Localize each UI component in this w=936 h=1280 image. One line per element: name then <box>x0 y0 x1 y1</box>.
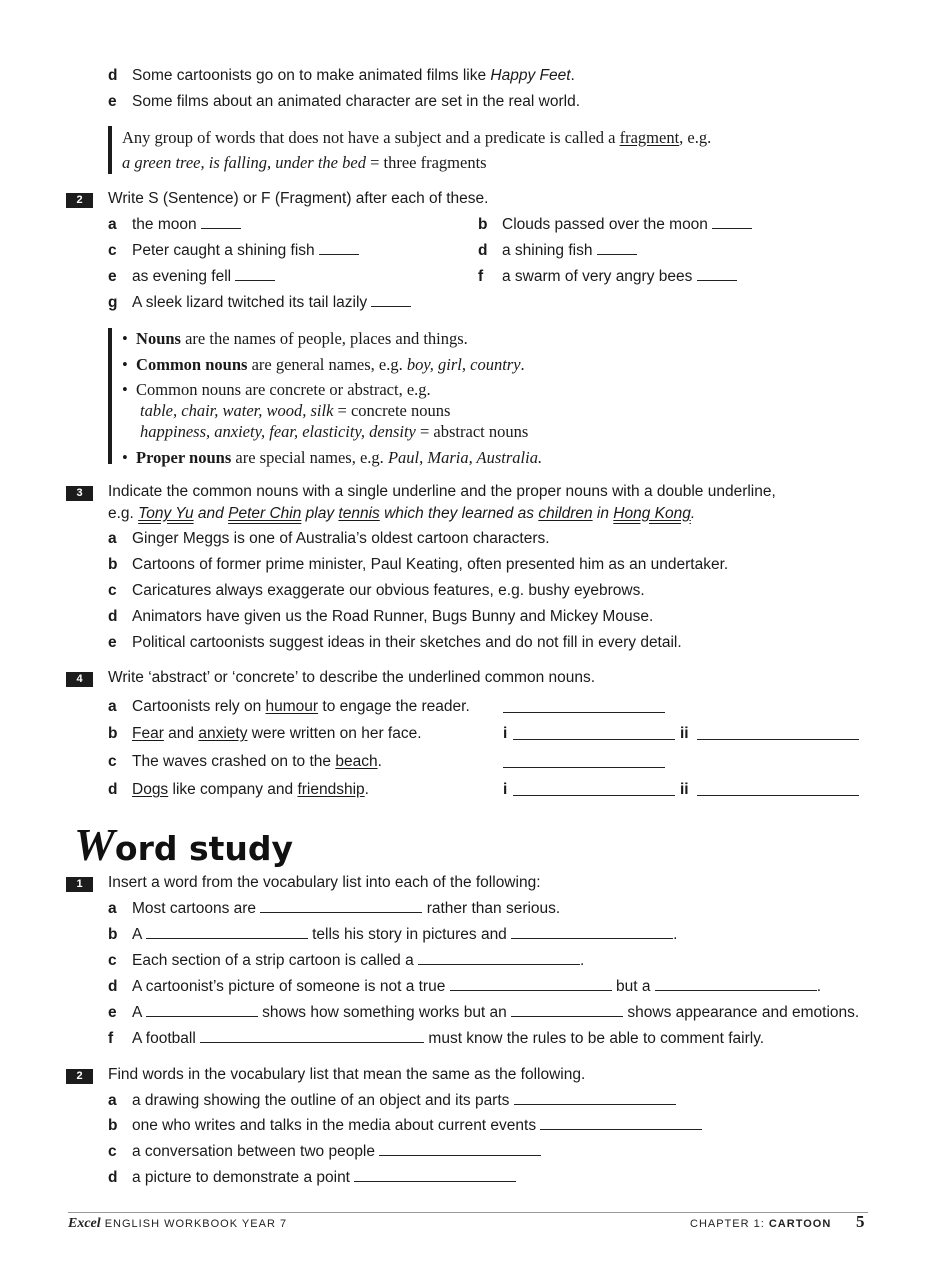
exercise-number-badge: 4 <box>66 672 93 687</box>
ex2-item-a: a the moon <box>108 216 241 234</box>
answer-blank[interactable] <box>260 900 422 913</box>
noun-rules-bar <box>108 328 112 464</box>
answer-blank[interactable] <box>235 268 275 281</box>
footer-rule <box>68 1212 868 1213</box>
answer-blank-ii[interactable] <box>697 783 859 796</box>
ex4-item-c: c The waves crashed on to the beach. <box>108 753 382 770</box>
answer-blank[interactable] <box>511 926 673 939</box>
exercise-3-example: e.g. Tony Yu and Peter Chin play tennis which they learned as children in Hong Kong. <box>108 505 696 522</box>
exercise-4-instruction: Write ‘abstract’ or ‘concrete’ to describe the underlined common nouns. <box>108 669 596 686</box>
bullet: • <box>122 355 137 374</box>
fragment-rule-line1: Any group of words that does not have a subject and a predicate is called a fragment, e.g. <box>122 128 712 147</box>
roman-ii-label: ii <box>680 781 689 798</box>
answer-blank[interactable] <box>503 755 665 768</box>
ws1-item-d: d A cartoonist’s picture of someone is not a true but a . <box>108 978 822 995</box>
ex4-item-a: a Cartoonists rely on humour to engage the reader. <box>108 698 470 715</box>
ex3-item-b: b Cartoons of former prime minister, Paul Keating, often presented him as an undertaker. <box>108 556 729 573</box>
ex4-item-b: b Fear and anxiety were written on her face. <box>108 725 422 742</box>
roman-i-label: i <box>503 781 508 798</box>
exercise-number-badge: 2 <box>66 1069 93 1084</box>
noun-rule-3-concrete: table, chair, water, wood, silk = concrete nouns <box>140 401 451 420</box>
answer-blank[interactable] <box>201 216 241 229</box>
ex3-item-a: a Ginger Meggs is one of Australia’s oldest cartoon characters. <box>108 530 550 547</box>
ws2-item-b: b one who writes and talks in the media about current events <box>108 1117 702 1135</box>
exercise-number-badge: 2 <box>66 193 93 208</box>
answer-blank[interactable] <box>146 1004 258 1017</box>
exercise-number-badge: 3 <box>66 486 93 501</box>
ws2-item-d: d a picture to demonstrate a point <box>108 1169 516 1187</box>
ws1-item-c: c Each section of a strip cartoon is called a . <box>108 952 585 969</box>
exercise-3-instruction: Indicate the common nouns with a single underline and the proper nouns with a double underline, <box>108 483 776 500</box>
ex4-item-d: d Dogs like company and friendship. <box>108 781 369 798</box>
ws1-instruction: Insert a word from the vocabulary list into each of the following: <box>108 874 541 891</box>
ws2-item-c: c a conversation between two people <box>108 1143 541 1161</box>
answer-blank-ii[interactable] <box>697 727 859 740</box>
answer-blank[interactable] <box>597 242 637 255</box>
footer-chapter: CHAPTER 1: CARTOON <box>690 1218 832 1230</box>
item-d-intro: d Some cartoonists go on to make animated films like Happy Feet. <box>108 67 575 84</box>
ws1-item-a: a Most cartoons are rather than serious. <box>108 900 561 917</box>
bullet: • <box>122 329 137 348</box>
answer-blank[interactable] <box>450 978 612 991</box>
ws1-item-f: f A football must know the rules to be able to comment fairly. <box>108 1030 765 1047</box>
answer-blank[interactable] <box>514 1092 676 1105</box>
answer-blank[interactable] <box>540 1117 702 1130</box>
ex2-item-d: d a shining fish <box>478 242 637 260</box>
noun-rule-3: • Common nouns are concrete or abstract, e.g. <box>122 380 431 399</box>
noun-rule-1: • Nouns are the names of people, places and things. <box>122 329 468 348</box>
answer-blank[interactable] <box>379 1143 541 1156</box>
fragment-rule-line2: a green tree, is falling, under the bed = three fragments <box>122 153 487 172</box>
page-number: 5 <box>856 1212 865 1231</box>
noun-rule-4: • Proper nouns are special names, e.g. Paul, Maria, Australia. <box>122 448 543 467</box>
answer-blank-i[interactable] <box>513 727 675 740</box>
ex3-item-e: e Political cartoonists suggest ideas in their sketches and do not fill in every detail. <box>108 634 682 651</box>
answer-blank[interactable] <box>200 1030 424 1043</box>
exercise-number-badge: 1 <box>66 877 93 892</box>
roman-ii-label: ii <box>680 725 689 742</box>
ex2-item-g: g A sleek lizard twitched its tail lazily <box>108 294 411 312</box>
answer-blank[interactable] <box>511 1004 623 1017</box>
answer-blank[interactable] <box>418 952 580 965</box>
ex2-item-e: e as evening fell <box>108 268 275 286</box>
noun-rule-3-abstract: happiness, anxiety, fear, elasticity, density = abstract nouns <box>140 422 529 441</box>
answer-blank[interactable] <box>354 1169 516 1182</box>
answer-blank-i[interactable] <box>513 783 675 796</box>
answer-blank[interactable] <box>503 700 665 713</box>
ws2-item-a: a a drawing showing the outline of an object and its parts <box>108 1092 676 1110</box>
roman-i-label: i <box>503 725 508 742</box>
ws1-item-e: e A shows how something works but an shows appearance and emotions. <box>108 1004 860 1021</box>
fragment-rule-bar <box>108 126 112 174</box>
bullet: • <box>122 448 137 467</box>
ws1-item-b: b A tells his story in pictures and . <box>108 926 678 943</box>
noun-rule-2: • Common nouns are general names, e.g. boy, girl, country. <box>122 355 525 374</box>
answer-blank[interactable] <box>146 926 308 939</box>
answer-blank[interactable] <box>655 978 817 991</box>
ex3-item-c: c Caricatures always exaggerate our obvious features, e.g. bushy eyebrows. <box>108 582 645 599</box>
footer-left: Excel ENGLISH WORKBOOK YEAR 7 <box>68 1216 288 1231</box>
section-heading-word-study: Word study <box>74 819 294 870</box>
answer-blank[interactable] <box>319 242 359 255</box>
ex2-item-b: b Clouds passed over the moon <box>478 216 752 234</box>
ex2-item-f: f a swarm of very angry bees <box>478 268 737 286</box>
answer-blank[interactable] <box>697 268 737 281</box>
answer-blank[interactable] <box>371 294 411 307</box>
ws2-instruction: Find words in the vocabulary list that mean the same as the following. <box>108 1066 586 1083</box>
exercise-2-instruction: Write S (Sentence) or F (Fragment) after each of these. <box>108 190 489 207</box>
answer-blank[interactable] <box>712 216 752 229</box>
item-e-intro: e Some films about an animated character are set in the real world. <box>108 93 581 110</box>
ex2-item-c: c Peter caught a shining fish <box>108 242 359 260</box>
ex3-item-d: d Animators have given us the Road Runner, Bugs Bunny and Mickey Mouse. <box>108 608 654 625</box>
bullet: • <box>122 380 137 399</box>
